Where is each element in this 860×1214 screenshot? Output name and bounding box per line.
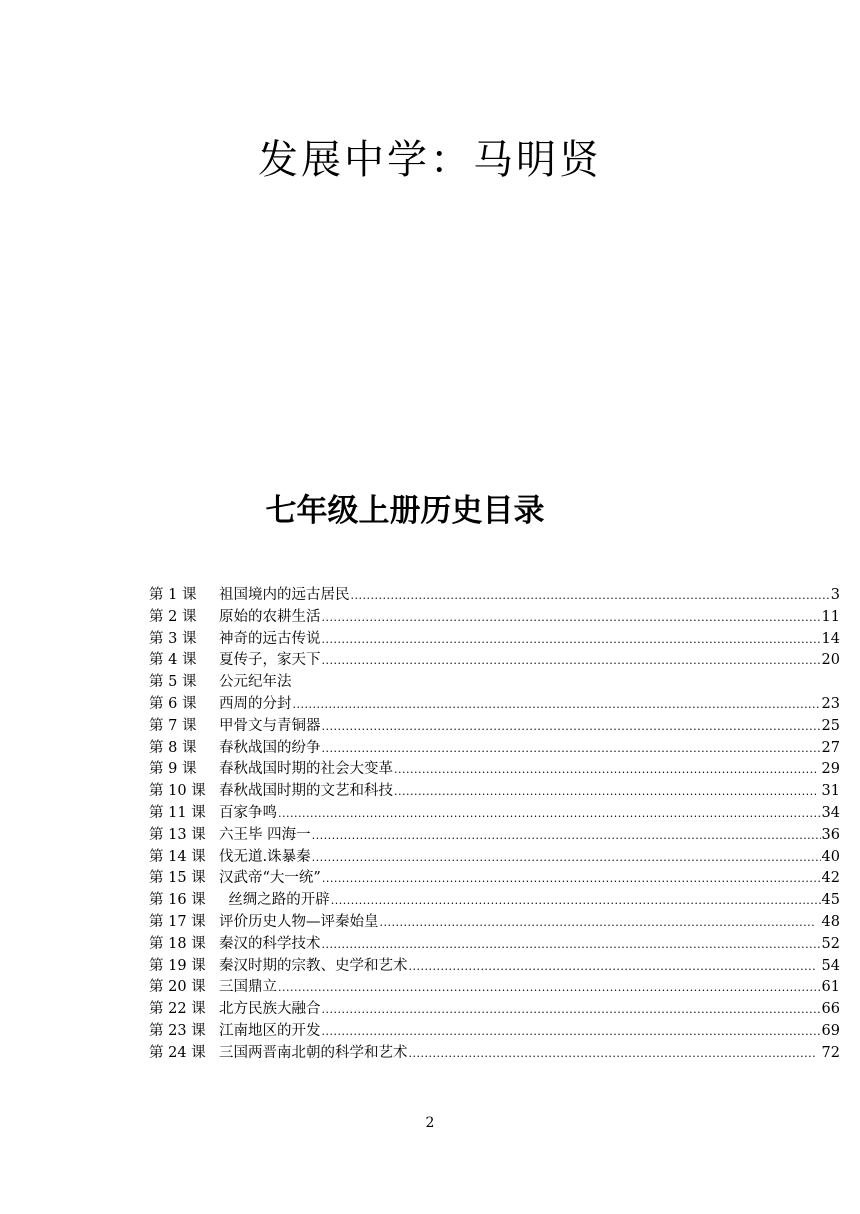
toc-lesson-number: 第 6 课 [149,695,197,712]
toc-lesson-number: 第 7 课 [149,717,197,734]
toc-page-number: 20 [821,652,840,669]
toc-entry[interactable] [149,956,840,978]
toc-dot-leader [409,956,816,978]
toc-page-number: 27 [821,739,840,756]
toc-lesson-number: 第 19 课 [149,957,206,974]
toc-lesson-number: 第 5 课 [149,674,197,691]
toc-entry[interactable] [149,890,840,912]
toc-entry[interactable] [149,738,840,760]
toc-dot-leader [278,803,821,825]
toc-lesson-title: 秦汉时期的宗教、史学和艺术 [219,957,408,974]
toc-dot-leader [409,1043,816,1065]
toc-dot-leader [278,977,821,999]
toc-entry[interactable] [149,999,840,1021]
toc-page-number: 3 [830,587,840,603]
toc-page-number: 61 [821,979,840,996]
toc-lesson-title: 北方民族大融合 [219,1001,321,1018]
toc-dot-leader [322,716,821,738]
toc-entry[interactable] [149,825,840,847]
toc-page-number: 54 [816,957,840,974]
toc-entry[interactable] [149,629,840,651]
toc-entry[interactable] [149,716,840,738]
toc-dot-leader [322,738,821,760]
table-of-contents [149,585,840,1065]
toc-entry[interactable] [149,672,840,694]
toc-page-number: 29 [816,761,840,778]
toc-dot-leader [322,650,821,672]
toc-dot-leader [380,912,816,934]
toc-lesson-title: 百家争鸣 [219,804,277,821]
toc-lesson-number: 第 20 课 [149,979,206,996]
toc-page-number: 66 [821,1001,840,1018]
toc-page-number: 69 [821,1022,840,1039]
toc-entry[interactable] [149,803,840,825]
toc-entry[interactable] [149,868,840,890]
toc-entry[interactable] [149,847,840,869]
toc-page-number: 52 [821,935,840,952]
toc-page-number: 40 [821,848,840,865]
toc-entry[interactable] [149,650,840,672]
toc-lesson-number: 第 3 课 [149,630,197,647]
page-number: 2 [425,1115,435,1131]
toc-lesson-title: 原始的农耕生活 [219,608,321,625]
toc-lesson-title: 公元纪年法 [219,674,292,691]
toc-dot-leader [331,890,821,912]
toc-dot-leader [312,825,821,847]
toc-lesson-number: 第 8 课 [149,739,197,756]
toc-lesson-title: 秦汉的科学技术 [219,935,321,952]
toc-lesson-number: 第 14 课 [149,848,206,865]
toc-dot-leader [322,934,821,956]
toc-dot-leader [394,759,816,781]
toc-entry[interactable] [149,694,840,716]
toc-dot-leader [322,999,821,1021]
toc-lesson-title: 汉武帝“大一统” [219,870,321,887]
toc-page-number: 42 [821,870,840,887]
toc-lesson-number: 第 9 课 [149,761,197,778]
toc-page-number: 25 [821,717,840,734]
toc-lesson-number: 第 24 课 [149,1044,206,1061]
toc-entry[interactable] [149,1021,840,1043]
toc-page-number: 14 [821,630,840,647]
toc-heading: 七年级上册历史目录 [265,493,545,529]
toc-entry[interactable] [149,759,840,781]
toc-lesson-number: 第 18 课 [149,935,206,952]
toc-lesson-number: 第 10 课 [149,783,206,800]
toc-entry[interactable] [149,912,840,934]
toc-page-number: 72 [816,1044,840,1061]
toc-lesson-number: 第 2 课 [149,608,197,625]
toc-dot-leader [322,629,821,651]
toc-dot-leader [394,781,816,803]
toc-entry[interactable] [149,585,840,607]
toc-page-number: 23 [821,695,840,712]
toc-lesson-title: 祖国境内的远古居民 [219,587,350,603]
toc-dot-leader [322,868,821,890]
toc-lesson-number: 第 17 课 [149,913,206,930]
toc-lesson-title: 评价历史人物—评秦始皇 [219,913,379,930]
toc-lesson-title: 西周的分封 [219,695,292,712]
toc-lesson-number: 第 23 课 [149,1022,206,1039]
toc-dot-leader [322,607,821,629]
toc-lesson-title: 神奇的远古传说 [219,630,321,647]
toc-lesson-number: 第 13 课 [149,826,206,843]
toc-lesson-title: 三国鼎立 [219,979,277,996]
toc-lesson-title: 春秋战国的纷争 [219,739,321,756]
toc-page-number: 34 [821,804,840,821]
toc-page-number: 11 [821,608,840,625]
toc-lesson-title: 伐无道.诛暴秦 [219,848,311,865]
toc-lesson-title: 春秋战国时期的社会大变革 [219,761,393,778]
toc-lesson-number: 第 4 课 [149,652,197,669]
toc-lesson-number: 第 22 课 [149,1001,206,1018]
toc-lesson-title: 丝绸之路的开辟 [219,892,330,909]
toc-entry[interactable] [149,934,840,956]
toc-lesson-title: 江南地区的开发 [219,1022,321,1039]
toc-dot-leader [312,847,821,869]
toc-lesson-title: 春秋战国时期的文艺和科技 [219,783,393,800]
toc-lesson-title: 六王毕 四海一 [219,826,311,843]
toc-dot-leader [293,694,821,716]
toc-page-number: 36 [821,826,840,843]
toc-entry[interactable] [149,781,840,803]
toc-entry[interactable] [149,607,840,629]
page-title: 发展中学：马明贤 [258,137,602,183]
toc-lesson-number: 第 16 课 [149,892,206,909]
toc-page-number: 45 [821,892,840,909]
toc-entry[interactable] [149,1043,840,1065]
toc-page-number: 48 [816,913,840,930]
toc-lesson-title: 夏传子，家天下 [219,652,321,669]
toc-lesson-number: 第 15 课 [149,870,206,887]
toc-lesson-title: 三国两晋南北朝的科学和艺术 [219,1044,408,1061]
toc-dot-leader [322,1021,821,1043]
toc-lesson-number: 第 11 课 [149,804,206,821]
toc-entry[interactable] [149,977,840,999]
toc-dot-leader [351,585,830,607]
toc-lesson-number: 第 1 课 [149,587,197,603]
toc-page-number: 31 [816,783,840,800]
toc-lesson-title: 甲骨文与青铜器 [219,717,321,734]
